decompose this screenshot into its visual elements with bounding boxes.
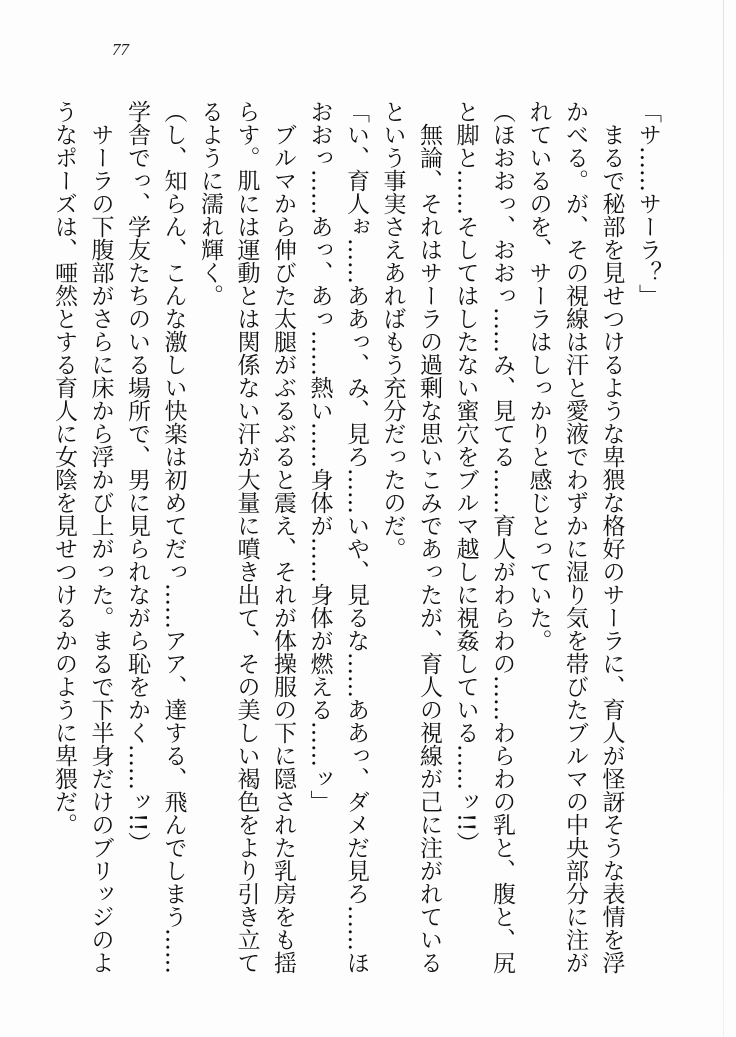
paragraph: （し、知らん、こんな激しい快楽は初めてだっ……アア、達する、飛んでしまう……学舎でっ、学友たちのいる場所で、男に見られながら恥をかく……ッ!!） xyxy=(124,100,187,974)
paragraph: 「い、育人ぉ……ああっ、み、見ろ……いや、見るな……ああっ、ダメだ見ろ……ほおおっ……あっ、あっ……熱い……身体が……身体が燃える……ッ」 xyxy=(306,100,369,974)
paragraph: 無論、それはサーラの過剰な思いこみであったが、育人の視線が己に注がれているという事実さえあればもう充分だったのだ。 xyxy=(379,100,442,974)
body-text xyxy=(46,100,667,980)
paragraph: まるで秘部を見せつけるような卑猥な格好のサーラに、育人が怪訝そうな表情を浮かべる。が、その視線は汗と愛液でわずかに湿り気を帯びたブルマの中央部分に注がれているのを、サーラはしっかりと感じとっていた。 xyxy=(525,100,625,974)
paragraph: ブルマから伸びた太腿がぶるぶると震え、それが体操服の下に隠された乳房をも揺らす。肌には運動とは関係ない汗が大量に噴き出て、その美しい褐色をより引き立てるように濡れ輝く。 xyxy=(197,100,296,974)
paragraph: 「サ……サーラ？」 xyxy=(635,100,661,307)
paragraph: （ほおおっ、おおっ……み、見てる……育人がわらわの……わらわの乳と、腹と、尻と脚と……そしてはしたない蜜穴をブルマ越しに視姦している……ッ!!） xyxy=(452,100,515,974)
paragraph: サーラの下腹部がさらに床から浮かび上がった。まるで下半身だけのブリッジのようなポーズは、唖然とする育人に女陰を見せつけるかのように卑猥だ。 xyxy=(51,100,114,974)
page-number: 77 xyxy=(112,40,129,59)
